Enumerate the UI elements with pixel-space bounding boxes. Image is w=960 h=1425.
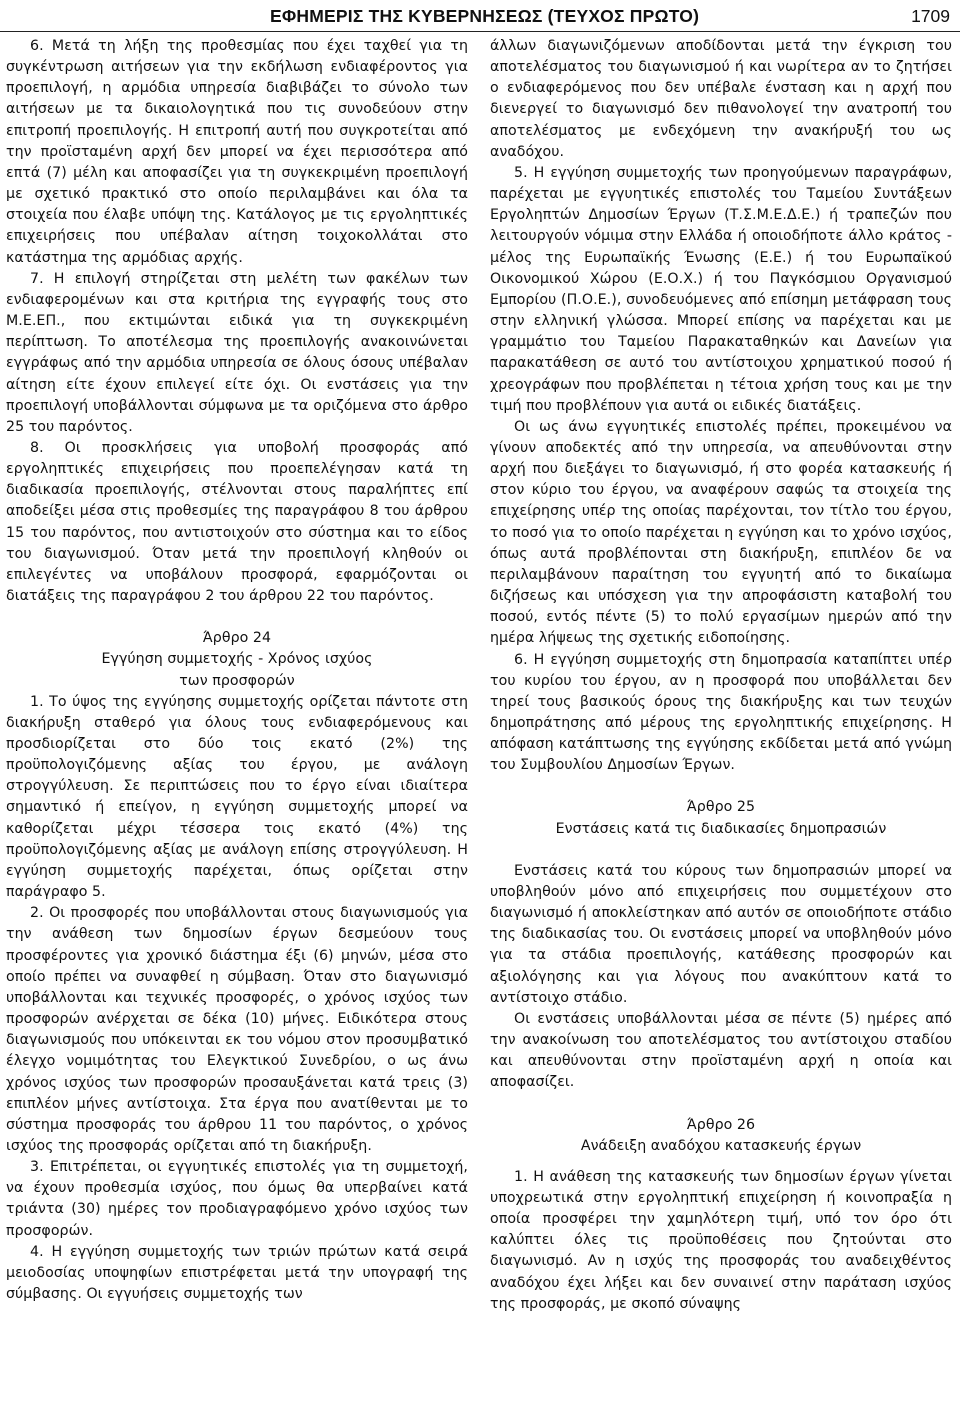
article-24-paragraph-4: 4. Η εγγύηση συμμετοχής των τριών πρώτων κατά σειρά μειοδοσίας υποψηφίων επιστρέφεται μετά την υπογραφή της σύμβασης. Οι εγγυήσεις συμμετοχής των — [6, 1243, 468, 1303]
paragraph-6: 6. Μετά τη λήξη της προθεσμίας που έχει ταχθεί για τη συγκέντρωση αιτήσεων για την εκδήλωση ενδιαφέροντος για προεπιλογή, η αρμόδια υπηρεσία διαβιβάζει το σύνολο των αιτήσεων με τα δικαιολογητικά που τις συνοδεύουν στην επιτροπή προεπιλογής. Η επιτροπή αυτή που συγκροτείται από την προϊσταμένη αρχή δεν μπορεί να έχει περισσότερα από επτά (7) μέλη και αποφασίζει για τη συγκεκριμένη προεπιλογή με σχετικό πρακτικό στο οποίο περιλαμβάνει και όλα τα στοιχεία που έλαβε υπόψη της. Κατάλογος με τις εργοληπτικές επιχειρήσεις που υπέβαλαν αίτηση τοιχοκολλάται στο κατάστημα της αρμόδιας αρχής. — [6, 38, 468, 266]
left-column — [6, 36, 468, 1305]
continued-paragraph: άλλων διαγωνιζόμενων αποδίδονται μετά την έγκριση του αποτελέσματος του διαγωνισμού ή και νωρίτερα αν το ζητήσει ο ενδιαφερόμενος που δεν υπέβαλε ένσταση και η αρχή που διενεργεί το διαγωνισμό δεν πιθανολογεί την ανατροπή του αποτελέσματος με ενδεχόμενη την ανακήρυξή του ως αναδόχου. — [490, 38, 952, 160]
gazette-title: ΕΦΗΜΕΡΙΣ ΤΗΣ ΚΥΒΕΡΝΗΣΕΩΣ (ΤΕΥΧΟΣ ΠΡΩΤΟ) — [270, 6, 700, 26]
page-header — [0, 4, 960, 30]
right-column — [490, 36, 952, 1315]
article-26-label: Άρθρο 26 — [686, 1116, 756, 1133]
paragraph-7: 7. Η επιλογή στηρίζεται στη μελέτη των φακέλων των ενδιαφερομένων και στα κριτήρια της εγγραφής τους στο Μ.Ε.ΕΠ., που εκτιμώνται ειδικά για τη συγκεκριμένη περίπτωση. Το αποτέλεσμα της προεπιλογής ανακοινώνεται εγγράφως από την αρμόδια υπηρεσία σε όλους όσους υπέβαλαν αίτηση είτε έχουν επιλεγεί είτε όχι. Οι ενστάσεις για την προεπιλογή υποβάλλονται σύμφωνα με τα οριζόμενα στο άρθρο 25 του παρόντος. — [6, 270, 468, 435]
paragraph-5: 5. Η εγγύηση συμμετοχής των προηγούμενων παραγράφων, παρέχεται με εγγυητικές επιστολές του Ταμείου Συντάξεων Εργοληπτών Δημοσίων Έργων (Τ.Σ.Μ.Ε.Δ.Ε.) ή τραπεζών που λειτουργούν νόμιμα στην Ελλάδα ή οποιοδήποτε άλλο κράτος - μέλος της Ευρωπαϊκής Ένωσης (Ε.Ε.) ή του Ευρωπαϊκού Οικονομικού Χώρου (Ε.Ο.Χ.) ή του Παγκόσμιου Οργανισμού Εμπορίου (Π.Ο.Ε.), συνοδευόμενες από επίσημη μετάφραση τους στην ελληνική γλώσσα. Μπορεί επίσης να παρέχεται και με γραμμάτιο του Ταμείου Παρακαταθηκών και Δανείων για παρακατάθεση σε αυτό του αντίστοιχου χρηματικού ποσού ή χρεογράφων που προβλέπεται η τέτοια χρήση τους και με την τιμή που προβλέπουν για αυτά οι ειδικές διατάξεις. — [490, 164, 952, 414]
header-rule — [0, 31, 960, 32]
article-24-label: Άρθρο 24 — [202, 630, 272, 647]
article-25-title: Ενστάσεις κατά τις διαδικασίες δημοπρασιών — [555, 820, 887, 837]
article-24-paragraph-2: 2. Οι προσφορές που υποβάλλονται στους διαγωνισμούς για την ανάθεση των δημοσίων έργων δεσμεύουν τους προσφέροντες για χρονικό διάστημα έξι (6) μηνών, μέσα στο οποίο πρέπει να συναφθεί η σύμβαση. Όταν στο διαγωνισμό υποβάλλονται και τεχνικές προσφορές, ο χρόνος ισχύος των προσφορών ανέρχεται σε δέκα (10) μήνες. Ειδικότερα στους διαγωνισμούς που υπόκεινται εκ του νόμου στον προσυμβατικό έλεγχο νομιμότητας του Ελεγκτικού Συνεδρίου, ο ως άνω χρόνος ισχύος των προσφορών προσαυξάνεται κατά τρεις (3) επιπλέον μήνες αντίστοιχα. Στα έργα που ανατίθενται με το σύστημα προσφοράς του άρθρου 11 του παρόντος, ο χρόνος ισχύος της προσφοράς ορίζεται από τη διακήρυξη. — [6, 905, 468, 1154]
article-24-title-line-2: των προσφορών — [179, 672, 295, 689]
paragraph-8: 8. Οι προσκλήσεις για υποβολή προσφοράς από εργοληπτικές επιχειρήσεις που προεπελέγησαν κατά τη διαδικασία προεπιλογής, στέλνονται στους παραλήπτες επί αποδείξει μέσα στις προθεσμίες της παραγράφου 8 του άρθρου 15 του παρόντος, που αντιστοιχούν στο σύστημα και το είδος του διαγωνισμού. Όταν μετά την προεπιλογή κληθούν οι επιλεγέντες να υποβάλουν προσφορά, εφαρμόζονται οι διατάξεις της παραγράφου 2 του άρθρου 22 του παρόντος. — [6, 439, 468, 605]
article-26-title: Ανάδειξη αναδόχου κατασκευής έργων — [580, 1137, 862, 1154]
article-26-paragraph-1: 1. Η ανάθεση της κατασκευής των δημοσίων έργων γίνεται υποχρεωτικά στην εργοληπτική επιχείρηση ή κοινοπραξία η οποία προσφέρει την χαμηλότερη τιμή, υπό τον όρο ότι καλύπτει όλες τις προϋποθέσεις που ζητούνται στο διαγωνισμό. Αν η ισχύς της προσφοράς του αναδειχθέντος αναδόχου έχει λήξει και δεν συναινεί στην παράταση ισχύος της προσφοράς, με σκοπό σύναψης — [490, 1168, 952, 1312]
article-25-paragraph-1: Ενστάσεις κατά του κύρους των δημοπρασιών μπορεί να υποβληθούν μόνο από επιχειρήσεις που συμμετέχουν στο διαγωνισμό ή αποκλείστηκαν από αυτόν σε οποιοδήποτε στάδιο της διαδικασίας του. Οι ενστάσεις μπορεί να υποβληθούν μόνο για τα στάδια προεπιλογής, κατάθεσης προσφορών και αξιολόγησης και για λόγους που ανακύπτουν κατά το αντίστοιχο στάδιο. — [490, 862, 952, 1006]
paragraph-6-right: 6. Η εγγύηση συμμετοχής στη δημοπρασία καταπίπτει υπέρ του κυρίου του έργου, αν η προσφορά που υποβάλλεται δεν τηρεί τους βασικούς όρους της διακήρυξης και των τευχών δημοπράτησης από μέρους της εργοληπτικής επιχείρησης. Η απόφαση κατάπτωσης της εγγύησης εκδίδεται μετά από γνώμη του Συμβουλίου Δημοσίων Έργων. — [490, 651, 952, 774]
article-24-paragraph-3: 3. Επιτρέπεται, οι εγγυητικές επιστολές για τη συμμετοχή, να έχουν προθεσμία ισχύος, που όμως θα υπερβαίνει κατά τριάντα (30) ημέρες τον προδιαγραφόμενο χρόνο ισχύος των προσφορών. — [6, 1159, 468, 1239]
article-25-paragraph-2: Οι ενστάσεις υποβάλλονται μέσα σε πέντε (5) ημέρες από την ανακοίνωση του αποτελέσματος του αντίστοιχου σταδίου και απευθύνονται στην προϊσταμένη αρχή η οποία και αποφασίζει. — [490, 1010, 952, 1091]
article-25-label: Άρθρο 25 — [686, 799, 756, 816]
article-24-title-line-1: Εγγύηση συμμετοχής - Χρόνος ισχύος — [101, 651, 373, 668]
page-number: 1709 — [911, 6, 950, 26]
article-24-paragraph-1: 1. Το ύψος της εγγύησης συμμετοχής ορίζεται πάντοτε στη διακήρυξη σταθερό για όλους τους ενδιαφερόμενους και προσδιορίζεται στο δύο τοις εκατό (2%) της προϋπολογιζόμενης αξίας του έργου, με ανάλογη στρογγύλευση. Σε περιπτώσεις που το έργο είναι ιδιαίτερα σημαντικό ή επείγον, η εγγύηση συμμετοχής μπορεί να καθορίζεται μέχρι τέσσερα τοις εκατό (4%) της προϋπολογιζόμενης αξίας με ανάλογη επίσης στρογγύλευση. Η εγγύηση συμμετοχής παρέχεται, όπως ορίζεται στην παράγραφο 5. — [6, 693, 468, 901]
paragraph-5-continued: Οι ως άνω εγγυητικές επιστολές πρέπει, προκειμένου να γίνουν αποδεκτές από την υπηρεσία, να απευθύνονται στην αρχή που διεξάγει το διαγωνισμό, ή στο φορέα κατασκευής ή στον κύριο του έργου, να αναφέρουν σαφώς τα στοιχεία της επιχείρησης υπέρ της οποίας παρέχονται, τον τίτλο του έργου, το ποσό για το οποίο παρέχεται η εγγύηση και το χρόνο ισχύος, όπως αυτά προβλέπονται στη διακήρυξη, επιπλέον δε να περιλαμβάνουν παραίτηση του εγγυητή από το δικαίωμα διζήσεως και υπόσχεση για την απροφάσιστη καταβολή του ποσού, εντός πέντε (5) το πολύ εργασίμων ημερών από την ημέρα λήψεως της σχετικής ειδοποίησης. — [490, 418, 952, 647]
